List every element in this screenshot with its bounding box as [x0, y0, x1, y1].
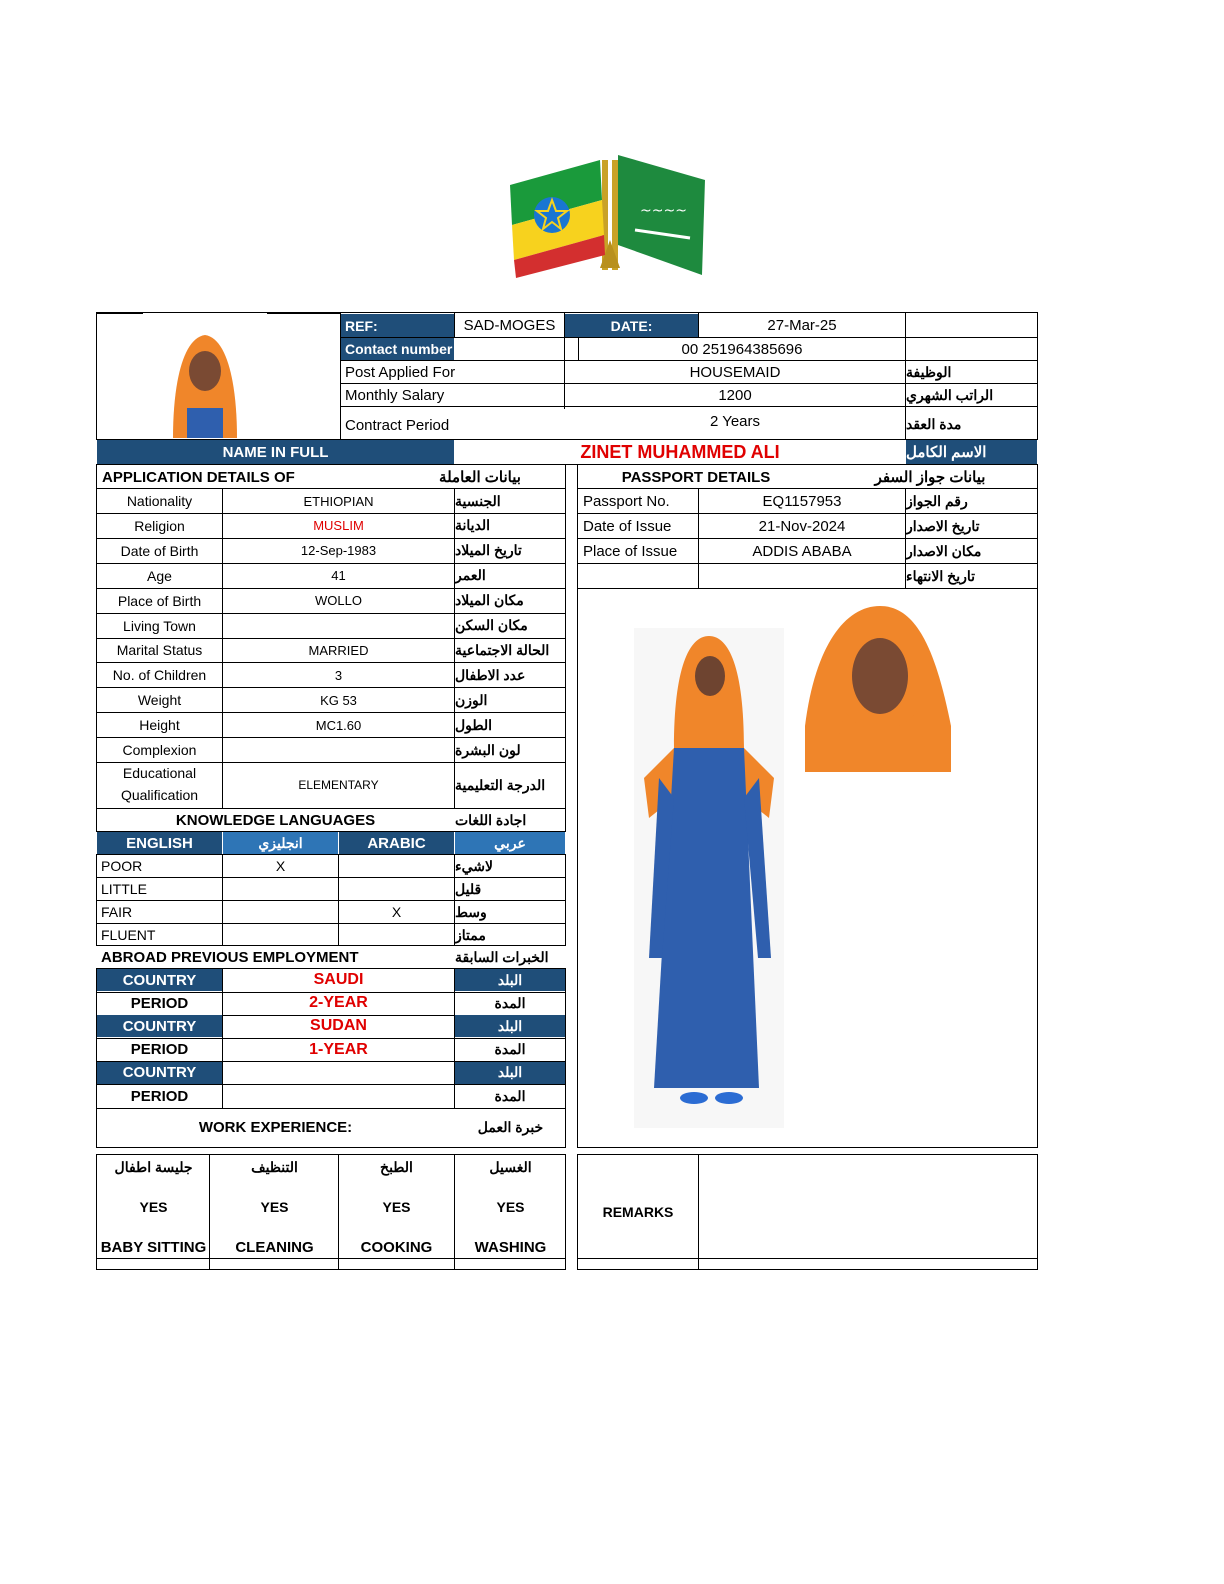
arabic-header: ARABIC [339, 832, 454, 854]
employment-row-label: PERIOD [130, 994, 189, 1012]
passport-row-ar: رقم الجواز [906, 492, 968, 509]
passport-row-label: Date of Issue [583, 517, 672, 535]
application-title-ar: بيانات العاملة [439, 469, 521, 486]
language-level-ar: قليل [455, 880, 482, 897]
skill-value: YES [139, 1199, 168, 1215]
app-row-value: MUSLIM [313, 518, 364, 534]
skill-ar: التنظيف [251, 1158, 298, 1175]
contract-ar: مدة العقد [906, 416, 962, 432]
languages-title: KNOWLEDGE LANGUAGES [175, 811, 376, 829]
name-value: ZINET MUHAMMED ALI [580, 441, 780, 462]
employment-row-label: COUNTRY [97, 1015, 222, 1037]
employment-row-value [223, 1062, 454, 1084]
employment-row-value: 2-YEAR [309, 994, 368, 1012]
app-row-ar: الجنسية [455, 492, 501, 509]
employment-row-ar: البلد [455, 1015, 565, 1037]
app-row-ar: لون البشرة [455, 741, 521, 758]
language-arabic-mark: X [391, 904, 402, 920]
english-header-ar: انجليزي [223, 832, 338, 854]
app-row-ar: الديانة [455, 517, 491, 534]
app-row-value: ETHIOPIAN [303, 493, 374, 509]
language-arabic-mark [339, 855, 454, 877]
education-ar: الدرجة التعليمية [455, 776, 546, 793]
employment-row-ar: المدة [494, 1041, 526, 1058]
language-level-ar: لاشيء [455, 857, 493, 874]
employment-row-value: SAUDI [313, 971, 364, 988]
language-english-mark [223, 924, 338, 946]
contract-value: 2 Years [709, 412, 761, 430]
contact-label: Contact number [341, 338, 454, 360]
employment-row-value: SUDAN [310, 1017, 367, 1035]
post-value: HOUSEMAID [689, 363, 781, 381]
app-row-ar: مكان السكن [455, 617, 528, 633]
salary-label: Monthly Salary [345, 386, 445, 404]
post-ar: الوظيفة [906, 363, 952, 380]
passport-row-ar: مكان الاصدار [906, 542, 982, 559]
education-value: ELEMENTARY [298, 778, 379, 792]
language-english-mark [223, 901, 338, 923]
passport-row-value: ADDIS ABABA [752, 542, 852, 560]
education-label-line1: Educational [122, 765, 197, 781]
date-value: 27-Mar-25 [767, 317, 837, 334]
salary-value: 1200 [718, 386, 752, 404]
language-level: FAIR [101, 904, 133, 920]
work-experience-label: WORK EXPERIENCE: [198, 1118, 353, 1136]
employment-row-value [223, 1085, 454, 1107]
skill-label: BABY SITTING [100, 1238, 207, 1256]
app-row-value [223, 614, 454, 638]
app-row-label: Height [139, 717, 180, 734]
employment-row-label: PERIOD [130, 1087, 189, 1105]
salary-ar: الراتب الشهري [906, 386, 994, 403]
passport-row-ar: تاريخ الانتهاء [906, 567, 976, 584]
language-level: LITTLE [101, 881, 147, 897]
app-row-label: No. of Children [112, 667, 207, 684]
passport-title-ar: بيانات جواز السفر [874, 469, 986, 486]
face-photo [805, 606, 951, 772]
app-row-label: Living Town [123, 617, 196, 634]
work-experience-ar: خبرة العمل [477, 1118, 544, 1135]
app-row-value: 3 [334, 667, 343, 683]
post-label: Post Applied For [345, 363, 456, 381]
skill-ar: الغسيل [489, 1158, 532, 1175]
app-row-ar: الحالة الاجتماعية [455, 641, 550, 658]
application-title: APPLICATION DETAILS OF [102, 468, 295, 486]
name-label: NAME IN FULL [97, 440, 454, 464]
language-level-ar: ممتاز [455, 926, 486, 943]
app-row-label: Marital Status [116, 642, 203, 659]
employment-row-ar: البلد [455, 969, 565, 991]
language-arabic-mark [339, 924, 454, 946]
app-row-label: Age [147, 567, 172, 584]
employment-title: ABROAD PREVIOUS EMPLOYMENT [101, 948, 359, 966]
app-row-ar: مكان الميلاد [455, 592, 524, 609]
language-level-ar: وسط [455, 903, 487, 920]
app-row-ar: الطول [455, 716, 493, 733]
skill-ar: جليسة اطفال [114, 1158, 193, 1175]
education-label-line2: Qualification [120, 787, 199, 803]
language-level: FLUENT [101, 927, 156, 943]
app-row-value [223, 738, 454, 762]
language-arabic-mark [339, 878, 454, 900]
skill-value: YES [260, 1199, 289, 1215]
app-row-label: Place of Birth [117, 592, 202, 609]
language-english-mark: X [275, 858, 286, 874]
app-row-ar: تاريخ الميلاد [455, 542, 522, 559]
employment-row-ar: المدة [494, 994, 526, 1011]
app-row-ar: الوزن [455, 691, 488, 708]
app-row-value: 41 [331, 568, 346, 584]
employment-row-label: PERIOD [130, 1041, 189, 1059]
employment-title-ar: الخبرات السابقة [455, 948, 549, 965]
passport-row-label: Passport No. [583, 492, 670, 510]
employment-row-label: COUNTRY [97, 969, 222, 991]
app-row-value: 12-Sep-1983 [300, 543, 377, 559]
app-row-label: Religion [134, 517, 185, 534]
language-english-mark [223, 878, 338, 900]
portrait-small [143, 313, 267, 438]
languages-title-ar: اجادة اللغات [455, 811, 527, 828]
language-level: POOR [101, 858, 143, 874]
passport-row-value: EQ1157953 [762, 492, 842, 510]
contract-label: Contract Period [345, 416, 450, 434]
skill-label: CLEANING [235, 1238, 314, 1256]
svg-text:~~~~: ~~~~ [640, 203, 687, 219]
passport-row-ar: تاريخ الاصدار [906, 517, 980, 534]
english-header: ENGLISH [97, 832, 222, 854]
remarks-value [699, 1155, 1037, 1269]
passport-row-value: 21-Nov-2024 [758, 517, 846, 535]
passport-row-label [579, 564, 698, 588]
skill-value: YES [382, 1199, 411, 1215]
ethiopia-saudi-flags-logo [500, 140, 720, 280]
employment-row-ar: البلد [455, 1062, 565, 1084]
app-row-label: Nationality [126, 493, 193, 509]
passport-title: PASSPORT DETAILS [621, 468, 771, 486]
skill-ar: الطبخ [380, 1158, 413, 1175]
name-ar: الاسم الكامل [906, 440, 1037, 464]
app-row-value: MC1.60 [315, 717, 362, 733]
app-row-value: WOLLO [315, 593, 362, 609]
employment-row-value: 1-YEAR [309, 1040, 368, 1058]
employment-row-ar: المدة [494, 1087, 526, 1104]
passport-row-label: Place of Issue [583, 542, 678, 560]
app-row-value: MARRIED [308, 642, 369, 658]
ref-label: REF: [341, 314, 454, 337]
employment-row-label: COUNTRY [97, 1062, 222, 1084]
app-row-value: KG 53 [320, 692, 357, 708]
remarks-label: REMARKS [602, 1204, 674, 1220]
app-row-ar: عدد الاطفال [455, 666, 526, 683]
skill-label: WASHING [474, 1238, 547, 1256]
app-row-ar: العمر [455, 567, 486, 584]
ref-value: SAD-MOGES [463, 317, 556, 334]
app-row-label: Date of Birth [120, 542, 199, 559]
contact-value: 00 251964385696 [681, 340, 803, 358]
passport-row-value [699, 564, 905, 588]
education-label [97, 762, 222, 808]
app-row-label: Weight [137, 692, 182, 709]
full-body-photo [634, 628, 784, 1128]
date-label: DATE: [565, 314, 698, 337]
skill-value: YES [496, 1199, 525, 1215]
app-row-label: Complexion [122, 742, 197, 758]
skill-label: COOKING [360, 1238, 433, 1256]
arabic-header-ar: عربي [455, 832, 565, 854]
